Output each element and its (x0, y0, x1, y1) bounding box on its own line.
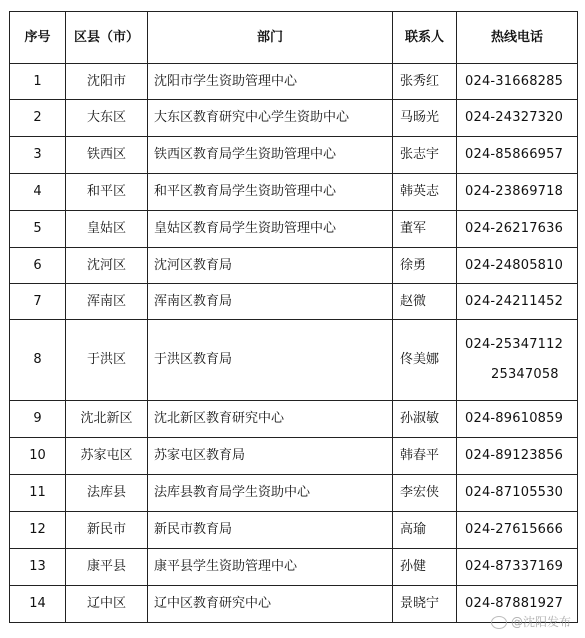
table-row (10, 549, 578, 586)
cell-contact: 韩英志 (393, 174, 457, 211)
cell-district: 苏家屯区 (66, 438, 148, 475)
cell-district: 浑南区 (66, 284, 148, 320)
cell-hotline (457, 284, 578, 320)
phone-number: 024-87105530 (465, 485, 564, 500)
phone-number: 25347058 (491, 367, 559, 382)
cell-no: 3 (10, 137, 66, 174)
table-row (10, 512, 578, 549)
phone-number: 024-87337169 (465, 559, 564, 574)
hotline-table (9, 11, 578, 623)
phone-number: 024-23869718 (465, 184, 564, 199)
header-department: 部门 (148, 12, 393, 64)
cell-no: 14 (10, 586, 66, 623)
cell-district: 铁西区 (66, 137, 148, 174)
table-row (10, 284, 578, 320)
cell-hotline (457, 401, 578, 438)
cell-no: 13 (10, 549, 66, 586)
table-row (10, 137, 578, 174)
phone-number: 024-85866957 (465, 147, 564, 162)
cell-hotline (457, 100, 578, 137)
cell-department: 新民市教育局 (148, 512, 393, 549)
cell-department: 浑南区教育局 (148, 284, 393, 320)
cell-contact: 马旸光 (393, 100, 457, 137)
phone-number: 024-89123856 (465, 448, 564, 463)
cell-contact: 韩春平 (393, 438, 457, 475)
header-no: 序号 (10, 12, 66, 64)
cell-no: 9 (10, 401, 66, 438)
phone-number: 024-27615666 (465, 522, 564, 537)
phone-number: 024-24805810 (465, 257, 564, 273)
cell-contact: 高瑜 (393, 512, 457, 549)
cell-hotline (457, 174, 578, 211)
phone-number: 024-87881927 (465, 596, 564, 611)
cell-no: 12 (10, 512, 66, 549)
cell-department: 沈河区教育局 (148, 248, 393, 284)
cell-no: 2 (10, 100, 66, 137)
cell-hotline (457, 320, 578, 401)
cell-hotline (457, 248, 578, 284)
cell-hotline (457, 211, 578, 248)
table-body (10, 64, 578, 623)
header-district: 区县（市） (66, 12, 148, 64)
cell-no: 1 (10, 64, 66, 100)
weibo-watermark (491, 613, 571, 630)
cell-no: 6 (10, 248, 66, 284)
cell-hotline (457, 475, 578, 512)
cell-no: 5 (10, 211, 66, 248)
cell-department: 沈阳市学生资助管理中心 (148, 64, 393, 100)
cell-hotline (457, 137, 578, 174)
cell-department: 辽中区教育研究中心 (148, 586, 393, 623)
table-row (10, 438, 578, 475)
cell-department: 和平区教育局学生资助管理中心 (148, 174, 393, 211)
weibo-icon (491, 616, 507, 629)
cell-contact: 孙淑敏 (393, 401, 457, 438)
cell-district: 于洪区 (66, 320, 148, 401)
cell-department: 法库县教育局学生资助中心 (148, 475, 393, 512)
phone-number: 024-26217636 (465, 221, 564, 236)
phone-number: 024-25347112 (465, 337, 564, 352)
cell-contact: 赵微 (393, 284, 457, 320)
header-row (10, 12, 578, 64)
cell-hotline (457, 512, 578, 549)
cell-contact: 董军 (393, 211, 457, 248)
cell-department: 皇姑区教育局学生资助管理中心 (148, 211, 393, 248)
cell-department: 苏家屯区教育局 (148, 438, 393, 475)
cell-department: 大东区教育研究中心学生资助中心 (148, 100, 393, 137)
cell-district: 沈阳市 (66, 64, 148, 100)
cell-contact: 景晓宁 (393, 586, 457, 623)
table-row (10, 248, 578, 284)
phone-number: 024-24327320 (465, 110, 564, 125)
table-row (10, 320, 578, 401)
cell-contact: 张秀红 (393, 64, 457, 100)
cell-district: 法库县 (66, 475, 148, 512)
cell-no: 10 (10, 438, 66, 475)
phone-number: 024-89610859 (465, 411, 564, 426)
table-header (10, 12, 578, 64)
watermark-text: @沈阳发布 (510, 615, 571, 629)
table-row (10, 174, 578, 211)
table-row (10, 475, 578, 512)
cell-hotline (457, 438, 578, 475)
cell-contact: 李宏侠 (393, 475, 457, 512)
phone-number: 024-24211452 (465, 293, 564, 309)
table-row (10, 401, 578, 438)
header-hotline: 热线电话 (457, 12, 578, 64)
cell-hotline (457, 64, 578, 100)
cell-district: 大东区 (66, 100, 148, 137)
cell-department: 沈北新区教育研究中心 (148, 401, 393, 438)
cell-contact: 张志宇 (393, 137, 457, 174)
phone-number: 024-31668285 (465, 73, 564, 89)
header-contact: 联系人 (393, 12, 457, 64)
cell-no: 7 (10, 284, 66, 320)
cell-hotline (457, 549, 578, 586)
cell-district: 辽中区 (66, 586, 148, 623)
table-row (10, 100, 578, 137)
cell-no: 8 (10, 320, 66, 401)
cell-district: 和平区 (66, 174, 148, 211)
cell-district: 皇姑区 (66, 211, 148, 248)
cell-department: 于洪区教育局 (148, 320, 393, 401)
cell-no: 4 (10, 174, 66, 211)
cell-district: 沈河区 (66, 248, 148, 284)
cell-district: 新民市 (66, 512, 148, 549)
cell-contact: 佟美娜 (393, 320, 457, 401)
table-row (10, 64, 578, 100)
cell-no: 11 (10, 475, 66, 512)
cell-department: 康平县学生资助管理中心 (148, 549, 393, 586)
table-row (10, 211, 578, 248)
cell-department: 铁西区教育局学生资助管理中心 (148, 137, 393, 174)
cell-district: 沈北新区 (66, 401, 148, 438)
cell-contact: 徐勇 (393, 248, 457, 284)
cell-contact: 孙健 (393, 549, 457, 586)
cell-district: 康平县 (66, 549, 148, 586)
